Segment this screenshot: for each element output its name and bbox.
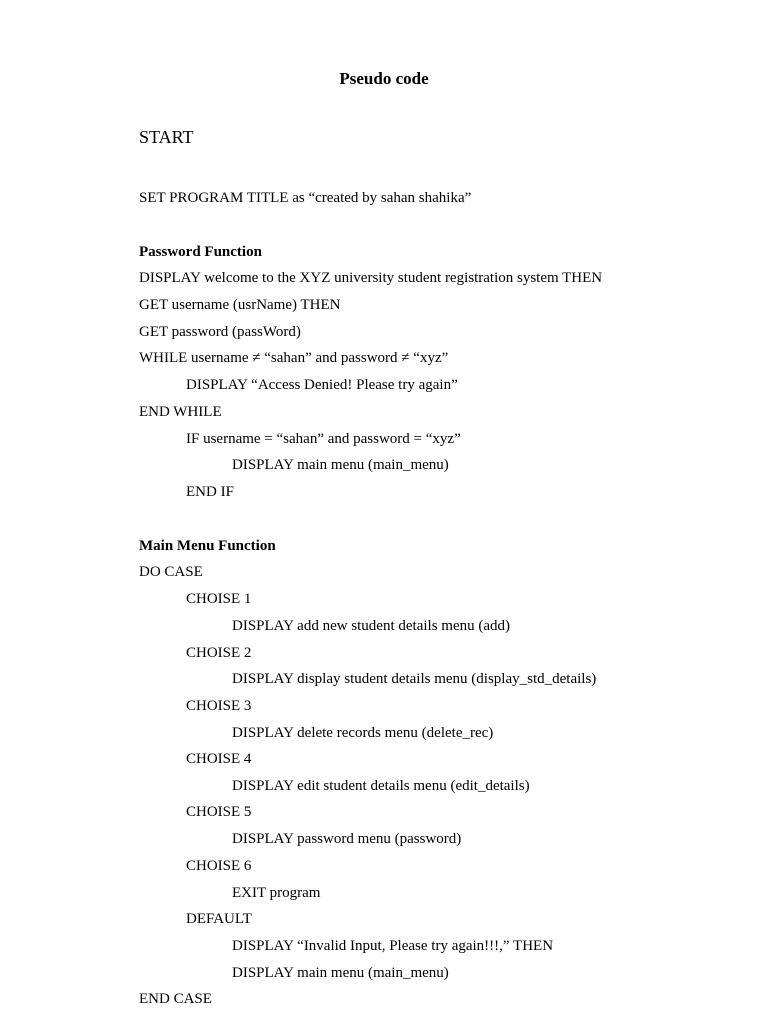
code-line: CHOISE 5 (186, 804, 252, 820)
code-line: DISPLAY “Invalid Input, Please try again!!!,” THEN (232, 938, 554, 954)
main-menu-function-heading: Main Menu Function (139, 538, 276, 554)
code-line: IF username = “sahan” and password = “xyz” (186, 431, 461, 447)
code-line: DO CASE (139, 564, 203, 580)
set-title-line: SET PROGRAM TITLE as “created by sahan shahika” (139, 190, 472, 206)
code-line: DISPLAY edit student details menu (edit_details) (232, 778, 530, 794)
code-line: DISPLAY welcome to the XYZ university student registration system THEN (139, 270, 603, 286)
code-line: CHOISE 2 (186, 645, 252, 661)
code-line: END CASE (139, 991, 212, 1007)
password-function-heading: Password Function (139, 244, 262, 260)
code-line: DEFAULT (186, 911, 252, 927)
code-line: DISPLAY “Access Denied! Please try again” (186, 377, 458, 393)
code-line: CHOISE 1 (186, 591, 252, 607)
code-line: DISPLAY main menu (main_menu) (232, 965, 449, 981)
code-line: DISPLAY display student details menu (display_std_details) (232, 671, 597, 687)
code-line: GET password (passWord) (139, 324, 301, 340)
code-line: END IF (186, 484, 234, 500)
code-line: WHILE username ≠ “sahan” and password ≠ “xyz” (139, 350, 449, 366)
start-keyword: START (139, 127, 194, 147)
code-line: CHOISE 3 (186, 698, 252, 714)
code-line: EXIT program (232, 885, 321, 901)
code-line: CHOISE 4 (186, 751, 252, 767)
code-line: GET username (usrName) THEN (139, 297, 341, 313)
code-line: DISPLAY main menu (main_menu) (232, 457, 449, 473)
page-title: Pseudo code (339, 69, 429, 88)
code-line: END WHILE (139, 404, 222, 420)
code-line: CHOISE 6 (186, 858, 252, 874)
code-line: DISPLAY delete records menu (delete_rec) (232, 725, 494, 741)
code-line: DISPLAY add new student details menu (add) (232, 618, 511, 634)
code-line: DISPLAY password menu (password) (232, 831, 462, 847)
